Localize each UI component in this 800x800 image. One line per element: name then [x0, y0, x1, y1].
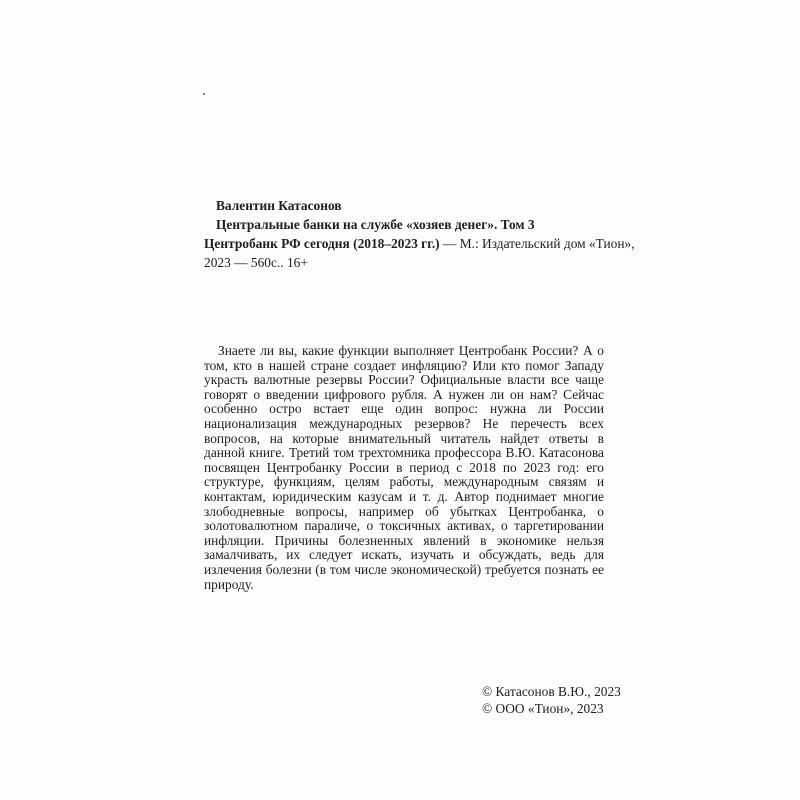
copyright-author: © Катасонов В.Ю., 2023	[482, 684, 621, 699]
publisher-info: — М.: Издательский дом «Тион»,	[439, 236, 635, 251]
bibliographic-record	[204, 196, 635, 272]
publication-details: 2023 — 560с.. 16+	[204, 255, 308, 270]
book-title: Центральные банки на службе «хозяев денег». Том 3	[216, 217, 535, 232]
annotation-paragraph: Знаете ли вы, какие функции выполняет Центробанк России? А о том, кто в нашей стране создает инфляцию? Или кто помог Западу украсть валютные резервы России? Официальные власти все чаще говорят о введении цифрового рубля. А нужен ли он нам? Сейчас особенно остро встает еще один вопрос: нужна ли России национализация международных резервов? Не перечесть всех вопросов, на которые внимательный читатель найдет ответы в данной книге. Третий том трехтомника профессора В.Ю. Катасонова посвящен Центробанку России в период с 2018 по 2023 год: его структуре, функциям, целям работы, международным связям и контактам, юридическим казусам и т. д. Автор поднимает многие злободневные вопросы, например об убытках Центробанка, о золотовалютном параличе, о токсичных активах, о таргетировании инфляции. Причины болезненных явлений в экономике нельзя замалчивать, их следует искать, изучать и обсуждать, ведь для излечения болезни (в том числе экономической) требуется познать ее природу.	[204, 343, 604, 592]
book-subtitle-line	[204, 234, 635, 253]
book-subtitle: Центробанк РФ сегодня (2018–2023 гг.)	[204, 236, 440, 251]
copyright-publisher: © ООО «Тион», 2023	[482, 701, 604, 716]
author-name: Валентин Катасонов	[216, 198, 342, 213]
stray-dot	[203, 93, 205, 95]
copyright-block	[482, 683, 642, 717]
